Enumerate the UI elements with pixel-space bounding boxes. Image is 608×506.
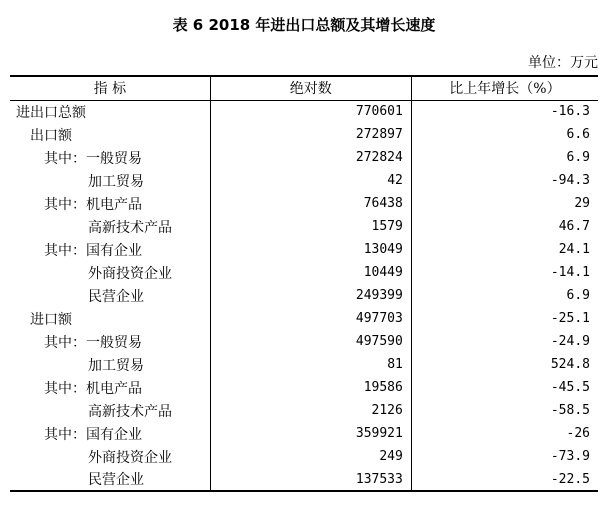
row-value: 272824 (210, 146, 411, 169)
row-label: 民营企业 (88, 288, 144, 305)
header-growth: 比上年增长（%） (411, 76, 598, 100)
table-title: 表 6 2018 年进出口总额及其增长速度 (172, 16, 436, 34)
row-growth: -22.5 (411, 468, 598, 491)
row-growth: 6.9 (411, 284, 598, 307)
table-row (10, 100, 598, 123)
row-label: 出口额 (30, 127, 72, 144)
row-value: 249 (210, 445, 411, 468)
row-label: 其中：机电产品 (44, 380, 142, 397)
row-label: 加工贸易 (88, 357, 144, 374)
row-value: 19586 (210, 376, 411, 399)
row-value: 497590 (210, 330, 411, 353)
row-growth: -16.3 (411, 100, 598, 123)
table-row (10, 261, 598, 284)
row-growth: -25.1 (411, 307, 598, 330)
row-growth: -58.5 (411, 399, 598, 422)
table-row (10, 353, 598, 376)
row-growth: -24.9 (411, 330, 598, 353)
row-label: 其中：国有企业 (44, 426, 142, 443)
row-growth: -73.9 (411, 445, 598, 468)
unit-label: 单位：万元 (528, 55, 598, 71)
row-value: 76438 (210, 192, 411, 215)
row-growth: 6.9 (411, 146, 598, 169)
table-row (10, 192, 598, 215)
row-value: 10449 (210, 261, 411, 284)
row-growth: 524.8 (411, 353, 598, 376)
row-value: 249399 (210, 284, 411, 307)
row-growth: -94.3 (411, 169, 598, 192)
row-value: 497703 (210, 307, 411, 330)
table-row (10, 376, 598, 399)
row-value: 81 (210, 353, 411, 376)
row-value: 1579 (210, 215, 411, 238)
row-label: 进出口总额 (16, 104, 86, 121)
row-growth: 24.1 (411, 238, 598, 261)
table-row (10, 238, 598, 261)
row-label: 其中：一般贸易 (44, 150, 142, 167)
row-value: 42 (210, 169, 411, 192)
table-row (10, 169, 598, 192)
row-label: 其中：一般贸易 (44, 334, 142, 351)
table-row (10, 284, 598, 307)
row-value: 13049 (210, 238, 411, 261)
row-value: 272897 (210, 123, 411, 146)
row-value: 770601 (210, 100, 411, 123)
row-growth: 29 (411, 192, 598, 215)
table-row (10, 422, 598, 445)
row-growth: -45.5 (411, 376, 598, 399)
row-label: 外商投资企业 (88, 449, 172, 466)
row-label: 高新技术产品 (88, 403, 172, 420)
table-row (10, 330, 598, 353)
row-value: 2126 (210, 399, 411, 422)
row-growth: 6.6 (411, 123, 598, 146)
trade-table (10, 75, 598, 492)
header-indicator: 指 标 (10, 76, 210, 100)
row-label: 高新技术产品 (88, 219, 172, 236)
row-label: 加工贸易 (88, 173, 144, 190)
row-label: 外商投资企业 (88, 265, 172, 282)
table-row (10, 399, 598, 422)
table-row (10, 146, 598, 169)
row-growth: -14.1 (411, 261, 598, 284)
row-label: 进口额 (30, 311, 72, 328)
row-growth: 46.7 (411, 215, 598, 238)
row-value: 137533 (210, 468, 411, 491)
row-label: 其中：机电产品 (44, 196, 142, 213)
table-row (10, 123, 598, 146)
table-row (10, 468, 598, 491)
row-value: 359921 (210, 422, 411, 445)
row-growth: -26 (411, 422, 598, 445)
table-row (10, 445, 598, 468)
table-row (10, 215, 598, 238)
header-absolute: 绝对数 (210, 76, 411, 100)
row-label: 民营企业 (10, 468, 210, 491)
row-label: 其中：国有企业 (44, 242, 142, 259)
table-row (10, 307, 598, 330)
header-row (10, 76, 598, 100)
